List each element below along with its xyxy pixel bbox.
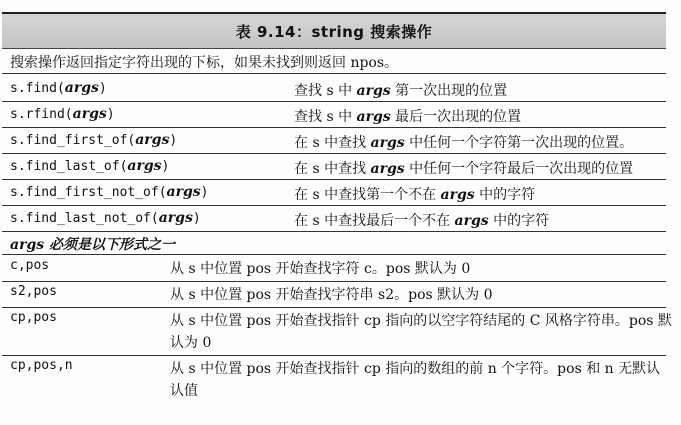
function-name: s.rfind(args) <box>10 106 115 122</box>
divider <box>2 179 666 180</box>
function-name: s.find(args) <box>10 80 107 96</box>
function-desc: 在 s 中查找最后一个不在 args 中的字符 <box>294 213 550 229</box>
function-desc: 查找 s 中 args 第一次出现的位置 <box>294 83 508 99</box>
function-desc: 在 s 中查找第一个不在 args 中的字符 <box>294 187 536 203</box>
form-name: s2,pos <box>10 284 57 299</box>
function-name: s.find_last_of(args) <box>10 158 170 174</box>
divider <box>2 153 666 154</box>
divider <box>2 355 666 356</box>
table-title-bar <box>2 12 666 49</box>
form-desc: 从 s 中位置 pos 开始查找指针 cp 指向的数组的前 n 个字符。pos 和 n 无默认认值 <box>170 361 661 399</box>
function-desc: 查找 s 中 args 最后一次出现的位置 <box>294 109 522 125</box>
table-title: 表 9.14：string 搜索操作 <box>235 22 433 41</box>
divider <box>2 127 666 128</box>
divider <box>2 307 666 308</box>
divider <box>2 281 666 282</box>
function-name: s.find_first_not_of(args) <box>10 184 209 200</box>
divider <box>2 205 666 206</box>
divider <box>2 254 666 255</box>
form-name: cp,pos <box>10 310 57 325</box>
form-desc: 从 s 中位置 pos 开始查找字符串 s2。pos 默认为 0 <box>170 287 493 303</box>
table-intro: 搜索操作返回指定字符出现的下标，如果未找到则返回 npos。 <box>10 55 399 71</box>
function-desc: 在 s 中查找 args 中任何一个字符最后一次出现的位置 <box>294 161 634 177</box>
divider <box>2 101 666 102</box>
divider <box>2 73 666 74</box>
form-desc: 从 s 中位置 pos 开始查找指针 cp 指向的以空字符结尾的 C 风格字符串。pos 默认为 0 <box>170 313 672 351</box>
form-desc: 从 s 中位置 pos 开始查找字符 c。pos 默认为 0 <box>170 261 471 277</box>
function-desc: 在 s 中查找 args 中任何一个字符第一次出现的位置。 <box>294 135 634 151</box>
function-name: s.find_first_of(args) <box>10 132 178 148</box>
forms-heading: args 必须是以下形式之一 <box>10 237 175 253</box>
divider <box>2 231 666 232</box>
function-name: s.find_last_not_of(args) <box>10 210 201 226</box>
form-name: cp,pos,n <box>10 358 73 373</box>
form-name: c,pos <box>10 258 50 273</box>
